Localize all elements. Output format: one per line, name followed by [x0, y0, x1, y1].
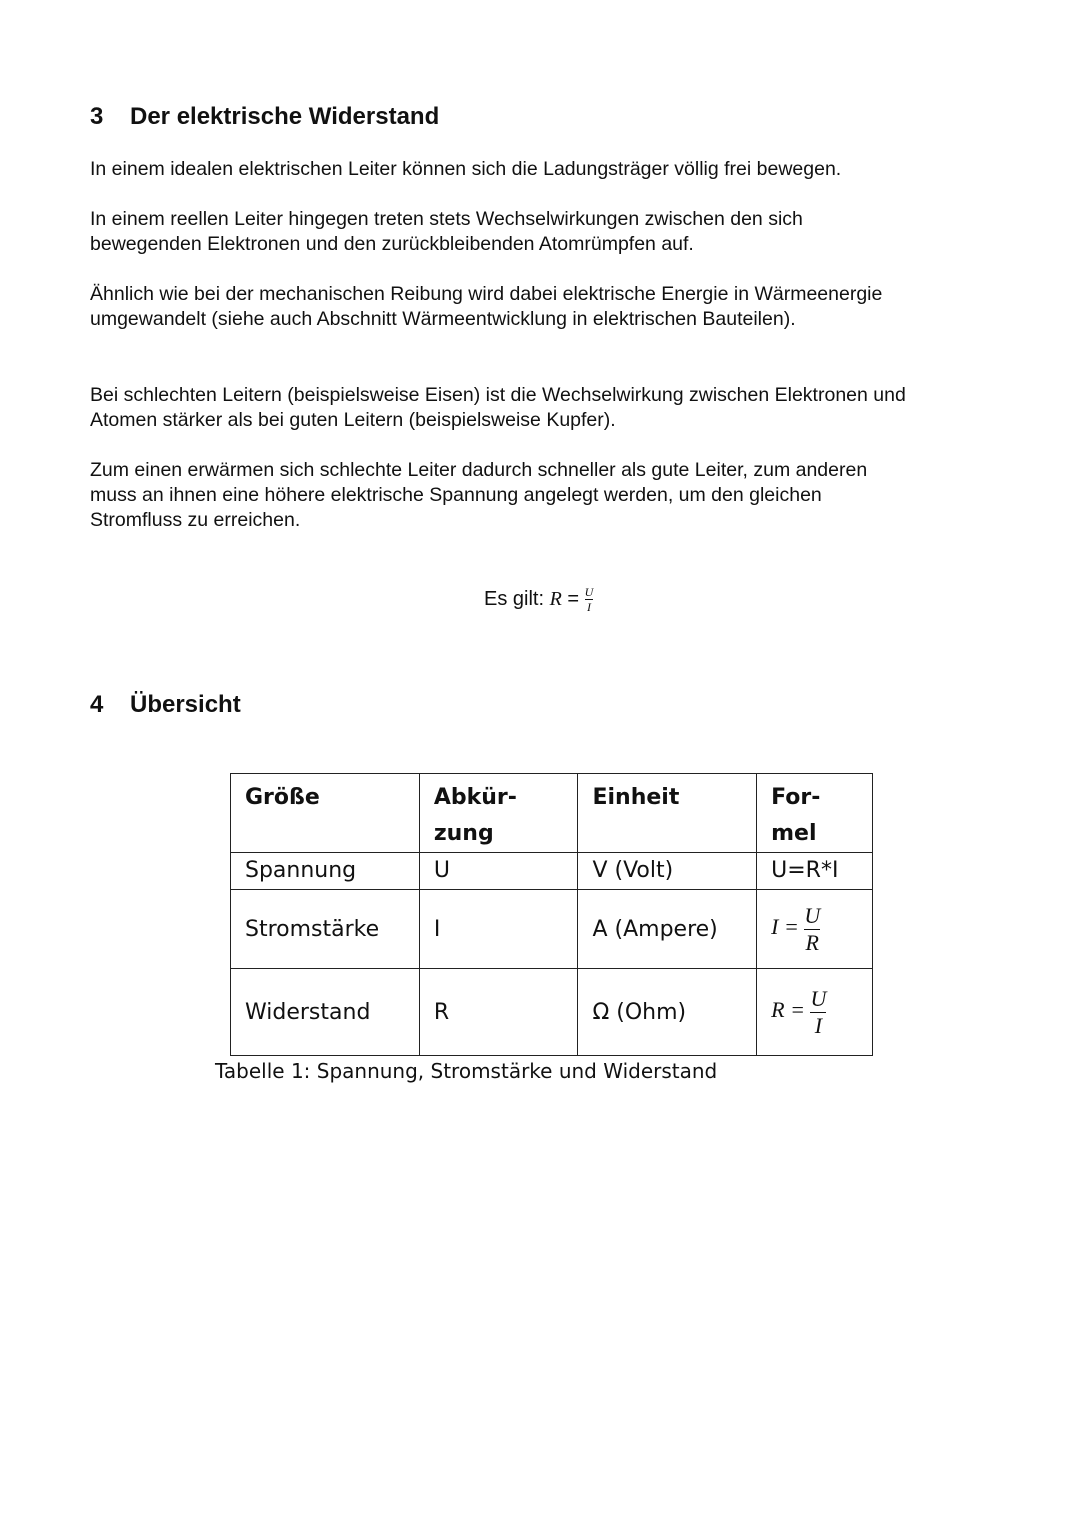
header-cell-formula: For- mel — [757, 774, 873, 853]
cell-formula — [757, 890, 873, 969]
formula-lhs: R — [771, 997, 785, 1023]
cell-abbreviation: R — [419, 969, 578, 1056]
text-line: Stromfluss zu erreichen. — [90, 509, 301, 531]
text-line: Atomen stärker als bei guten Leitern (beispielsweise Kupfer). — [90, 409, 616, 431]
section-title: Der elektrische Widerstand — [130, 103, 440, 130]
fraction-numerator: U — [584, 585, 594, 600]
overview-table — [230, 773, 873, 1056]
formula-lhs: I — [771, 914, 779, 940]
text-line: In einem idealen elektrischen Leiter können sich die Ladungsträger völlig frei bewegen. — [90, 158, 842, 180]
formula-lhs: R — [549, 588, 562, 610]
text-line: Zum einen erwärmen sich schlechte Leiter dadurch schneller als gute Leiter, zum anderen — [90, 459, 868, 481]
cell-unit: V (Volt) — [578, 853, 757, 890]
resistance-formula — [484, 586, 593, 613]
paragraph — [90, 458, 1030, 533]
header-cell-unit: Einheit — [578, 774, 757, 853]
fraction-numerator: U — [804, 902, 821, 928]
header-cell-quantity: Größe — [231, 774, 420, 853]
text-line: Ähnlich wie bei der mechanischen Reibung wird dabei elektrische Energie in Wärmeenergie — [90, 283, 883, 305]
fraction-numerator: U — [810, 985, 827, 1011]
paragraph — [90, 282, 1030, 332]
text-line: bewegenden Elektronen und den zurückbleibenden Atomrümpfen auf. — [90, 233, 694, 255]
header-cell-abbreviation: Abkür- zung — [419, 774, 578, 853]
text-line: muss an ihnen eine höhere elektrische Spannung angelegt werden, um den gleichen — [90, 484, 822, 506]
section-title: Übersicht — [130, 691, 241, 718]
cell-abbreviation: U — [419, 853, 578, 890]
paragraph — [90, 383, 1030, 433]
text-line: umgewandelt (siehe auch Abschnitt Wärmeentwicklung in elektrischen Bauteilen). — [90, 308, 796, 330]
table-caption: Tabelle 1: Spannung, Stromstärke und Widerstand — [215, 1059, 718, 1083]
cell-formula — [757, 969, 873, 1056]
fraction-denominator: I — [814, 1012, 823, 1038]
fraction-denominator: R — [805, 929, 819, 955]
table-row — [231, 853, 873, 890]
cell-unit: Ω (Ohm) — [578, 969, 757, 1056]
text-line: In einem reellen Leiter hingegen treten stets Wechselwirkungen zwischen den sich — [90, 208, 803, 230]
fraction-denominator: I — [586, 600, 591, 615]
formula-fraction — [804, 902, 821, 955]
resistance-formula — [771, 985, 827, 1038]
section-3-heading — [90, 103, 690, 131]
current-formula — [771, 902, 821, 955]
formula-equals: = — [567, 588, 580, 610]
section-4-heading — [90, 691, 490, 719]
table-header-row — [231, 774, 873, 853]
text-line: Bei schlechten Leitern (beispielsweise Eisen) ist die Wechselwirkung zwischen Elektronen und — [90, 384, 906, 406]
section-number: 3 — [90, 103, 104, 130]
section-number: 4 — [90, 691, 104, 718]
cell-quantity: Spannung — [231, 853, 420, 890]
formula-equals: = — [790, 997, 805, 1023]
cell-quantity: Widerstand — [231, 969, 420, 1056]
table-row — [231, 969, 873, 1056]
formula-prefix: Es gilt: — [484, 588, 545, 610]
cell-formula: U=R*I — [757, 853, 873, 890]
cell-unit: A (Ampere) — [578, 890, 757, 969]
formula-fraction — [810, 985, 827, 1038]
paragraph — [90, 207, 1030, 257]
paragraph — [90, 157, 1030, 182]
table-row — [231, 890, 873, 969]
formula-fraction — [585, 586, 594, 613]
formula-equals: = — [783, 914, 799, 940]
cell-abbreviation: I — [419, 890, 578, 969]
cell-quantity: Stromstärke — [231, 890, 420, 969]
